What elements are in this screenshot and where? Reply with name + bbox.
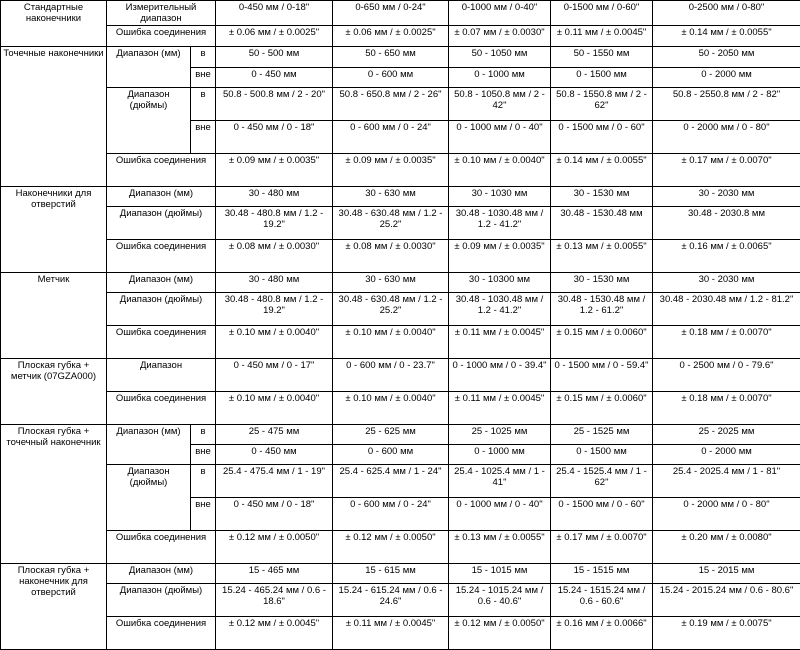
value-cell: ± 0.13 мм / ± 0.0055" (449, 531, 551, 564)
value-cell: 0 - 1000 мм (449, 445, 551, 465)
value-cell: 30.48 - 480.8 мм / 1.2 - 19.2" (216, 293, 333, 326)
value-cell: 0 - 2500 мм / 0 - 79.6" (653, 359, 800, 392)
value-cell: 0 - 600 мм (333, 68, 449, 88)
value-cell: ± 0.12 мм / ± 0.0050" (449, 617, 551, 650)
value-cell: 30.48 - 1030.48 мм / 1.2 - 41.2" (449, 293, 551, 326)
value-cell: ± 0.09 мм / ± 0.0035" (216, 154, 333, 187)
value-cell: 30.48 - 1530.48 мм (551, 207, 653, 240)
value-cell: 50 - 2050 мм (653, 47, 800, 68)
table-row (1, 531, 800, 564)
group-label: Наконечники для отверстий (1, 187, 107, 273)
value-cell: ± 0.15 мм / ± 0.0060" (551, 326, 653, 359)
direction-label: в (191, 88, 216, 121)
direction-label: в (191, 47, 216, 68)
parameter-label: Диапазон (дюймы) (107, 207, 216, 240)
value-cell: ± 0.18 мм / ± 0.0070" (653, 392, 800, 425)
group-label: Плоская губка + наконечник для отверстий (1, 564, 107, 650)
table-row (1, 154, 800, 187)
value-cell: 25 - 1025 мм (449, 425, 551, 445)
value-cell: 0 - 1500 мм (551, 68, 653, 88)
table-row (1, 240, 800, 273)
table-row (1, 465, 800, 498)
table-row (1, 1, 800, 26)
value-cell: ± 0.18 мм / ± 0.0070" (653, 326, 800, 359)
value-cell: 15.24 - 2015.24 мм / 0.6 - 80.6" (653, 584, 800, 617)
value-cell: ± 0.09 мм / ± 0.0035" (449, 240, 551, 273)
value-cell: 0-2500 мм / 0-80" (653, 1, 800, 26)
value-cell: ± 0.10 мм / ± 0.0040" (333, 326, 449, 359)
value-cell: 50 - 500 мм (216, 47, 333, 68)
value-cell: ± 0.08 мм / ± 0.0030" (216, 240, 333, 273)
value-cell: ± 0.15 мм / ± 0.0060" (551, 392, 653, 425)
value-cell: ± 0.10 мм / ± 0.0040" (449, 154, 551, 187)
value-cell: 0 - 600 мм (333, 445, 449, 465)
value-cell: 30.48 - 2030.48 мм / 1.2 - 81.2" (653, 293, 800, 326)
value-cell: ± 0.11 мм / ± 0.0045" (333, 617, 449, 650)
table-row (1, 425, 800, 445)
value-cell: ± 0.11 мм / ± 0.0045" (449, 326, 551, 359)
value-cell: 0 - 1500 мм / 0 - 59.4" (551, 359, 653, 392)
parameter-label: Диапазон (мм) (107, 564, 216, 584)
value-cell: 0 - 1000 мм (449, 68, 551, 88)
table-row (1, 187, 800, 207)
value-cell: 15.24 - 615.24 мм / 0.6 - 24.6" (333, 584, 449, 617)
value-cell: 30.48 - 630.48 мм / 1.2 - 25.2" (333, 293, 449, 326)
value-cell: 30 - 10300 мм (449, 273, 551, 293)
value-cell: 15 - 2015 мм (653, 564, 800, 584)
value-cell: 0-450 мм / 0-18" (216, 1, 333, 26)
value-cell: 0 - 1000 мм / 0 - 39.4" (449, 359, 551, 392)
value-cell: ± 0.10 мм / ± 0.0040" (216, 326, 333, 359)
value-cell: 25.4 - 475.4 мм / 1 - 19" (216, 465, 333, 498)
value-cell: ± 0.17 мм / ± 0.0070" (653, 154, 800, 187)
parameter-label: Измерительный диапазон (107, 1, 216, 26)
parameter-label: Диапазон (мм) (107, 425, 191, 465)
value-cell: 30.48 - 2030.8 мм (653, 207, 800, 240)
group-label: Плоская губка + метчик (07GZA000) (1, 359, 107, 425)
value-cell: 30 - 630 мм (333, 273, 449, 293)
value-cell: 15 - 1015 мм (449, 564, 551, 584)
parameter-label: Ошибка соединения (107, 240, 216, 273)
value-cell: 0-1000 мм / 0-40" (449, 1, 551, 26)
value-cell: 50 - 1550 мм (551, 47, 653, 68)
value-cell: ± 0.12 мм / ± 0.0045" (216, 617, 333, 650)
table-row (1, 88, 800, 121)
value-cell: 0 - 2000 мм (653, 445, 800, 465)
parameter-label: Диапазон (дюймы) (107, 293, 216, 326)
value-cell: ± 0.14 мм / ± 0.0055" (551, 154, 653, 187)
value-cell: 0 - 1500 мм (551, 445, 653, 465)
parameter-label: Диапазон (107, 359, 216, 392)
spec-table-body (1, 1, 800, 650)
value-cell: 0 - 450 мм / 0 - 18" (216, 121, 333, 154)
value-cell: 30.48 - 1530.48 мм / 1.2 - 61.2" (551, 293, 653, 326)
value-cell: ± 0.06 мм / ± 0.0025" (216, 26, 333, 47)
parameter-label: Диапазон (мм) (107, 47, 191, 88)
table-row (1, 207, 800, 240)
direction-label: вне (191, 121, 216, 154)
direction-label: в (191, 465, 216, 498)
value-cell: 0 - 450 мм (216, 445, 333, 465)
value-cell: 0 - 450 мм (216, 68, 333, 88)
table-row (1, 26, 800, 47)
value-cell: 25 - 2025 мм (653, 425, 800, 445)
value-cell: ± 0.10 мм / ± 0.0040" (333, 392, 449, 425)
table-row (1, 293, 800, 326)
value-cell: 0-650 мм / 0-24" (333, 1, 449, 26)
value-cell: 0 - 450 мм / 0 - 18" (216, 498, 333, 531)
group-label: Стандартные наконечники (1, 1, 107, 47)
value-cell: ± 0.08 мм / ± 0.0030" (333, 240, 449, 273)
value-cell: 15 - 1515 мм (551, 564, 653, 584)
group-label: Метчик (1, 273, 107, 359)
table-row (1, 326, 800, 359)
value-cell: ± 0.07 мм / ± 0.0030" (449, 26, 551, 47)
value-cell: ± 0.13 мм / ± 0.0055" (551, 240, 653, 273)
value-cell: ± 0.14 мм / ± 0.0055" (653, 26, 800, 47)
parameter-label: Диапазон (дюймы) (107, 465, 191, 531)
value-cell: 50.8 - 500.8 мм / 2 - 20" (216, 88, 333, 121)
value-cell: 30 - 480 мм (216, 273, 333, 293)
value-cell: 25.4 - 2025.4 мм / 1 - 81" (653, 465, 800, 498)
value-cell: 50.8 - 1550.8 мм / 2 - 62" (551, 88, 653, 121)
value-cell: 0 - 600 мм / 0 - 23.7" (333, 359, 449, 392)
value-cell: ± 0.16 мм / ± 0.0066" (551, 617, 653, 650)
value-cell: 0 - 600 мм / 0 - 24" (333, 498, 449, 531)
value-cell: 0 - 600 мм / 0 - 24" (333, 121, 449, 154)
value-cell: 30.48 - 480.8 мм / 1.2 - 19.2" (216, 207, 333, 240)
parameter-label: Ошибка соединения (107, 26, 216, 47)
value-cell: 30 - 630 мм (333, 187, 449, 207)
value-cell: 0-1500 мм / 0-60" (551, 1, 653, 26)
value-cell: ± 0.09 мм / ± 0.0035" (333, 154, 449, 187)
value-cell: 30.48 - 1030.48 мм / 1.2 - 41.2" (449, 207, 551, 240)
value-cell: 0 - 2000 мм / 0 - 80" (653, 498, 800, 531)
value-cell: 30.48 - 630.48 мм / 1.2 - 25.2" (333, 207, 449, 240)
value-cell: 30 - 1530 мм (551, 273, 653, 293)
value-cell: 25 - 1525 мм (551, 425, 653, 445)
value-cell: 0 - 2000 мм (653, 68, 800, 88)
value-cell: ± 0.11 мм / ± 0.0045" (449, 392, 551, 425)
direction-label: в (191, 425, 216, 445)
value-cell: ± 0.12 мм / ± 0.0050" (333, 531, 449, 564)
direction-label: вне (191, 498, 216, 531)
value-cell: 30 - 1530 мм (551, 187, 653, 207)
value-cell: ± 0.19 мм / ± 0.0075" (653, 617, 800, 650)
group-label: Плоская губка + точечный наконечник (1, 425, 107, 564)
table-row (1, 584, 800, 617)
value-cell: 15 - 615 мм (333, 564, 449, 584)
parameter-label: Ошибка соединения (107, 392, 216, 425)
value-cell: 50.8 - 1050.8 мм / 2 - 42" (449, 88, 551, 121)
value-cell: 0 - 1000 мм / 0 - 40" (449, 498, 551, 531)
value-cell: ± 0.16 мм / ± 0.0065" (653, 240, 800, 273)
value-cell: ± 0.12 мм / ± 0.0050" (216, 531, 333, 564)
parameter-label: Диапазон (мм) (107, 187, 216, 207)
parameter-label: Диапазон (мм) (107, 273, 216, 293)
value-cell: 30 - 480 мм (216, 187, 333, 207)
parameter-label: Ошибка соединения (107, 154, 216, 187)
table-row (1, 47, 800, 68)
table-row (1, 564, 800, 584)
value-cell: 15.24 - 1015.24 мм / 0.6 - 40.6" (449, 584, 551, 617)
value-cell: ± 0.06 мм / ± 0.0025" (333, 26, 449, 47)
value-cell: 30 - 2030 мм (653, 187, 800, 207)
value-cell: 0 - 450 мм / 0 - 17" (216, 359, 333, 392)
parameter-label: Диапазон (дюймы) (107, 584, 216, 617)
value-cell: 15 - 465 мм (216, 564, 333, 584)
value-cell: 25.4 - 1525.4 мм / 1 - 62" (551, 465, 653, 498)
table-row (1, 392, 800, 425)
value-cell: 0 - 1500 мм / 0 - 60" (551, 498, 653, 531)
direction-label: вне (191, 445, 216, 465)
parameter-label: Диапазон (дюймы) (107, 88, 191, 154)
table-row (1, 273, 800, 293)
parameter-label: Ошибка соединения (107, 617, 216, 650)
value-cell: ± 0.20 мм / ± 0.0080" (653, 531, 800, 564)
value-cell: 30 - 1030 мм (449, 187, 551, 207)
value-cell: ± 0.11 мм / ± 0.0045" (551, 26, 653, 47)
value-cell: 15.24 - 1515.24 мм / 0.6 - 60.6" (551, 584, 653, 617)
value-cell: 0 - 2000 мм / 0 - 80" (653, 121, 800, 154)
value-cell: 25 - 475 мм (216, 425, 333, 445)
value-cell: 25.4 - 625.4 мм / 1 - 24" (333, 465, 449, 498)
value-cell: 25.4 - 1025.4 мм / 1 - 41" (449, 465, 551, 498)
parameter-label: Ошибка соединения (107, 531, 216, 564)
value-cell: 0 - 1500 мм / 0 - 60" (551, 121, 653, 154)
value-cell: ± 0.10 мм / ± 0.0040" (216, 392, 333, 425)
value-cell: 15.24 - 465.24 мм / 0.6 - 18.6" (216, 584, 333, 617)
parameter-label: Ошибка соединения (107, 326, 216, 359)
value-cell: 25 - 625 мм (333, 425, 449, 445)
value-cell: 30 - 2030 мм (653, 273, 800, 293)
group-label: Точечные наконечники (1, 47, 107, 187)
table-row (1, 359, 800, 392)
table-row (1, 617, 800, 650)
value-cell: 50.8 - 2550.8 мм / 2 - 82" (653, 88, 800, 121)
value-cell: 50 - 1050 мм (449, 47, 551, 68)
value-cell: ± 0.17 мм / ± 0.0070" (551, 531, 653, 564)
value-cell: 0 - 1000 мм / 0 - 40" (449, 121, 551, 154)
value-cell: 50 - 650 мм (333, 47, 449, 68)
direction-label: вне (191, 68, 216, 88)
value-cell: 50.8 - 650.8 мм / 2 - 26" (333, 88, 449, 121)
